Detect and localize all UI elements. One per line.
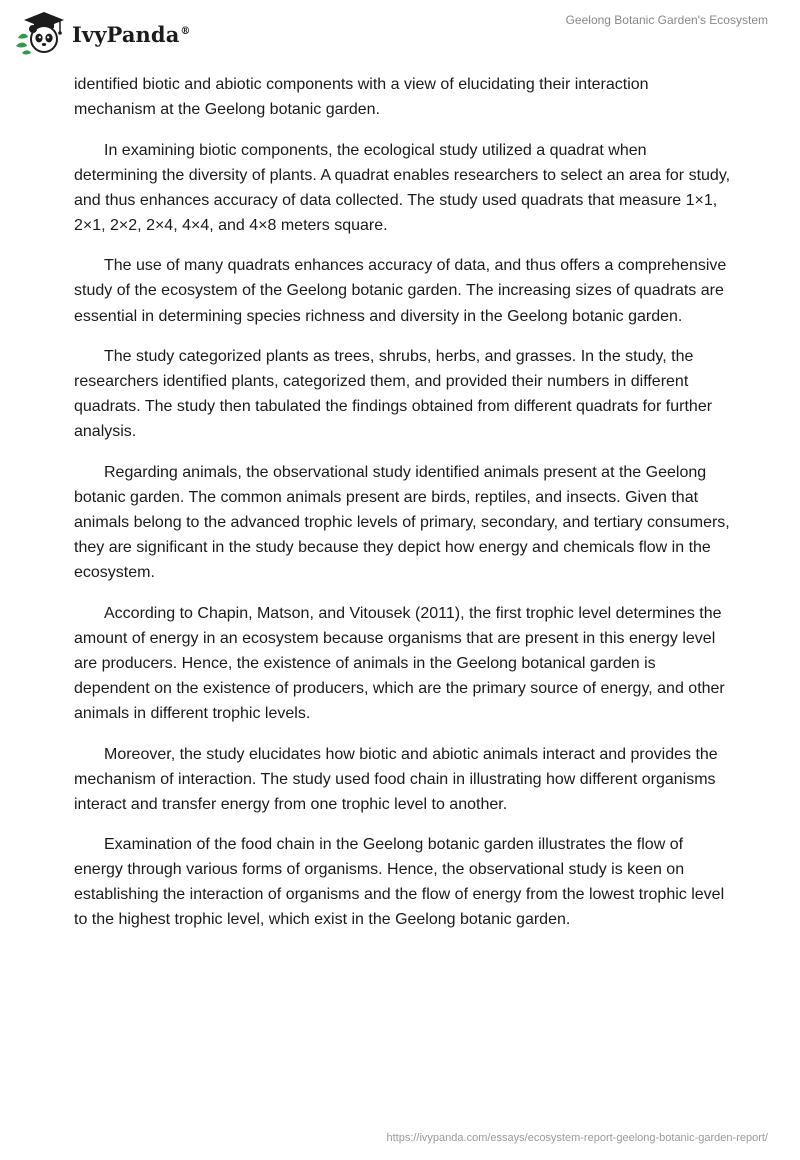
paragraph: The study categorized plants as trees, shrubs, herbs, and grasses. In the study, the researchers identified plants, categorized them, and provided their numbers in different quadrats. The study then tabulated the findings obtained from different quadrats for further analysis. <box>74 348 713 441</box>
source-url[interactable]: https://ivypanda.com/essays/ecosystem-report-geelong-botanic-garden-report/ <box>386 1132 768 1144</box>
paragraph: In examining biotic components, the ecological study utilized a quadrat when determining the diversity of plants. A quadrat enables researchers to select an area for study, and thus enhances accuracy of data collected. The study used quadrats that measure 1×1, 2×1, 2×2, 2×4, 4×4, and 4×8 meters square. <box>74 141 731 234</box>
paragraph: Examination of the food chain in the Geelong botanic garden illustrates the flow of energy through various forms of organisms. Hence, the observational study is keen on establishing the interaction of organisms and the flow of energy from the lowest trophic level to the highest trophic level, which exist in the Geelong botanic garden. <box>74 836 725 929</box>
paragraph: Regarding animals, the observational study identified animals present at the Geelong botanic garden. The common animals present are birds, reptiles, and insects. Given that animals belong to the advanced trophic levels of primary, secondary, and tertiary consumers, they are significant in the study because they depict how energy and chemicals flow in the ecosystem. <box>74 463 730 582</box>
registered-mark: ® <box>180 25 191 37</box>
paragraph: Moreover, the study elucidates how biotic and abiotic animals interact and provides the mechanism of interaction. The study used food chain in illustrating how different organisms interact and transfer energy from one trophic level to another. <box>74 745 718 813</box>
brand-logo[interactable] <box>14 8 191 56</box>
paragraph: According to Chapin, Matson, and Vitousek (2011), the first trophic level determines the amount of energy in an ecosystem because organisms that are present in this energy level are producers. Hence, the existence of animals in the Geelong botanical garden is dependent on the existence of producers, which are the primary source of energy, and other animals in different trophic levels. <box>74 604 725 723</box>
page-header <box>0 0 800 70</box>
panda-graduation-cap-icon <box>14 8 66 56</box>
document-title: Geelong Botanic Garden's Ecosystem <box>565 13 768 27</box>
paragraph: identified biotic and abiotic components with a view of elucidating their interaction mechanism at the Geelong botanic garden. <box>74 76 649 119</box>
brand-name: IvyPanda® <box>72 21 191 47</box>
essay-body <box>74 72 734 948</box>
paragraph: The use of many quadrats enhances accuracy of data, and thus offers a comprehensive study of the ecosystem of the Geelong botanic garden. The increasing sizes of quadrats are essential in determining species richness and diversity in the Geelong botanic garden. <box>74 257 727 325</box>
